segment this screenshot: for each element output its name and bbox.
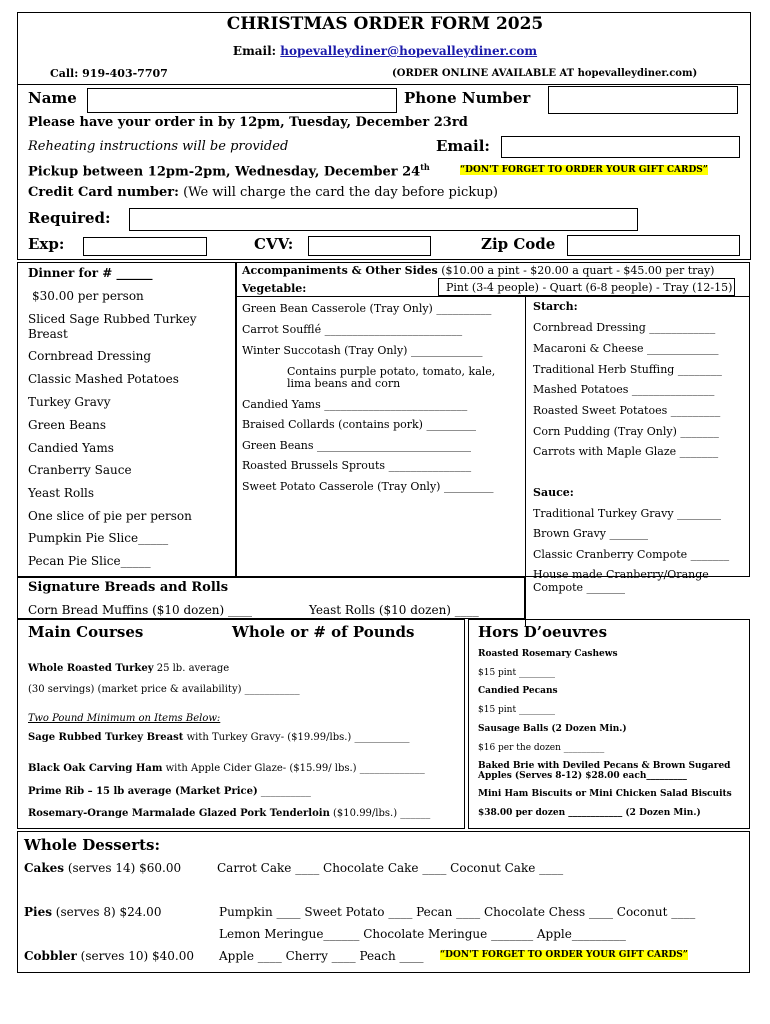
sauce-item: Traditional Turkey Gravy ________ xyxy=(533,507,722,520)
cobbler-line xyxy=(24,949,194,963)
name-input[interactable] xyxy=(87,88,397,113)
vegetable-item: Candied Yams __________________________ xyxy=(242,398,468,411)
sauce-item: Classic Cranberry Compote _______ xyxy=(533,548,730,561)
vegetable-item: Contains purple potato, tomato, kale, xyxy=(287,365,496,378)
dinner-title: Dinner for # ______ xyxy=(28,266,153,280)
giftcard-note-bottom: “DON'T FORGET TO ORDER YOUR GIFT CARDS” xyxy=(440,950,688,960)
starch-item: Cornbread Dressing ____________ xyxy=(533,321,716,334)
ham-name: Black Oak Carving Ham xyxy=(28,763,163,774)
sides-price: ($10.00 a pint - $20.00 a quart - $45.00 per tray) xyxy=(437,264,715,277)
sage-line xyxy=(28,732,410,743)
cakes-desc: (serves 14) $60.00 xyxy=(64,861,182,875)
sauce-item: House made Cranberry/Orange xyxy=(533,568,709,581)
cakes-name: Cakes xyxy=(24,861,65,875)
email-label: Email: xyxy=(232,44,281,58)
vegetable-item: Winter Succotash (Tray Only) _____________ xyxy=(242,344,483,357)
sides-divider xyxy=(236,296,750,297)
reheat-text: Reheating instructions will be provided xyxy=(28,139,289,154)
turkey-line xyxy=(28,663,229,674)
pies-options-1: Pumpkin ____ Sweet Potato ____ Pecan ____ Chocolate Chess ____ Coconut ____ xyxy=(219,905,696,919)
starch-item: Mashed Potatoes _______________ xyxy=(533,383,715,396)
call-text: Call: 919-403-7707 xyxy=(50,67,168,80)
desserts-title: Whole Desserts: xyxy=(24,836,161,854)
phone-input[interactable] xyxy=(548,86,738,114)
main-col2: Whole or # of Pounds xyxy=(232,623,415,641)
email-input[interactable] xyxy=(501,136,740,158)
breads-muffins: Corn Bread Muffins ($10 dozen) ____ xyxy=(28,603,253,617)
hors-item-price: $15 pint ________ xyxy=(478,668,555,678)
ham-desc: with Apple Cider Glaze- ($15.99/ lbs.) _____________ xyxy=(162,763,425,774)
phone-label: Phone Number xyxy=(404,89,531,107)
sauce-label: Sauce: xyxy=(533,486,574,499)
vegetable-item: Roasted Brussels Sprouts _______________ xyxy=(242,459,472,472)
cobbler-name: Cobbler xyxy=(24,949,77,963)
starch-item: Macaroni & Cheese _____________ xyxy=(533,342,719,355)
dinner-item: Cornbread Dressing xyxy=(28,349,152,363)
sage-desc: with Turkey Gravy- ($19.99/lbs.) ___________ xyxy=(183,732,410,743)
vegetable-item: Green Beans ____________________________ xyxy=(242,439,472,452)
cc-line xyxy=(28,185,498,200)
hors-item-name: Sausage Balls (2 Dozen Min.) xyxy=(478,724,627,734)
pork-name: Rosemary-Orange Marmalade Glazed Pork Tenderloin xyxy=(28,808,330,819)
dinner-item: Breast xyxy=(28,327,68,341)
rib-line xyxy=(28,786,311,797)
dinner-item: Green Beans xyxy=(28,418,107,432)
biscuits-line: Mini Ham Biscuits or Mini Chicken Salad Biscuits xyxy=(478,789,732,799)
dinner-item: Classic Mashed Potatoes xyxy=(28,372,179,386)
email-line xyxy=(0,44,770,58)
pickup-main: Pickup between 12pm-2pm, Wednesday, December 24 xyxy=(28,164,421,180)
turkey-desc: 25 lb. average xyxy=(153,663,230,674)
vegetable-item: Sweet Potato Casserole (Tray Only) _________ xyxy=(242,480,494,493)
cc-note: (We will charge the card the day before pickup) xyxy=(178,185,498,200)
dinner-item: Candied Yams xyxy=(28,441,114,455)
dinner-item: One slice of pie per person xyxy=(28,509,192,523)
cvv-input[interactable] xyxy=(308,236,431,256)
sides-title: Accompaniments & Other Sides xyxy=(242,264,438,277)
dinner-item: Sliced Sage Rubbed Turkey xyxy=(28,312,197,326)
cc-label: Credit Card number: xyxy=(28,185,179,200)
cobbler-options: Apple ____ Cherry ____ Peach ____ xyxy=(219,949,424,963)
cakes-options: Carrot Cake ____ Chocolate Cake ____ Coconut Cake ____ xyxy=(217,861,564,875)
vegetable-item: Green Bean Casserole (Tray Only) __________ xyxy=(242,302,492,315)
rib-desc: __________ xyxy=(257,786,311,797)
turkey-name: Whole Roasted Turkey xyxy=(28,663,154,674)
minimum-note: Two Pound Minimum on Items Below: xyxy=(28,713,221,724)
cvv-label: CVV: xyxy=(254,235,294,253)
breads-rolls: Yeast Rolls ($10 dozen) ____ xyxy=(309,603,479,617)
pies-line xyxy=(24,905,161,919)
zip-label: Zip Code xyxy=(481,235,556,253)
hors-item-price: $15 pint ________ xyxy=(478,705,555,715)
brie-line1: Baked Brie with Deviled Pecans & Brown Sugared xyxy=(478,761,731,771)
pork-line xyxy=(28,808,430,819)
pickup-sup: th xyxy=(420,162,430,172)
form-title: CHRISTMAS ORDER FORM 2025 xyxy=(226,14,544,34)
name-label: Name xyxy=(28,89,77,107)
brie-line2: Apples (Serves 8-12) $28.00 each_________ xyxy=(478,771,687,781)
ham-line xyxy=(28,763,425,774)
dinner-item: Pecan Pie Slice_____ xyxy=(28,554,151,568)
sizes-text: Pint (3-4 people) - Quart (6-8 people) - Tray (12-15) xyxy=(446,281,733,294)
vegetable-item: Braised Collards (contains pork) _________ xyxy=(242,418,476,431)
sides-title-line xyxy=(242,264,714,277)
pickup-text xyxy=(28,162,430,179)
email-link[interactable]: hopevalleydiner@hopevalleydiner.com xyxy=(280,44,538,58)
zip-input[interactable] xyxy=(567,235,740,256)
cobbler-desc: (serves 10) $40.00 xyxy=(76,949,194,963)
starch-item: Carrots with Maple Glaze _______ xyxy=(533,445,719,458)
giftcard-note-top: “DON'T FORGET TO ORDER YOUR GIFT CARDS” xyxy=(460,165,708,175)
hors-item-price: $16 per the dozen _________ xyxy=(478,743,605,753)
dinner-item: Yeast Rolls xyxy=(28,486,95,500)
starch-label: Starch: xyxy=(533,300,578,313)
hors-title: Hors D’oeuvres xyxy=(478,623,608,641)
online-note: (ORDER ONLINE AVAILABLE AT hopevalleydiner.com) xyxy=(392,68,698,79)
deadline-text: Please have your order in by 12pm, Tuesday, December 23rd xyxy=(28,115,468,130)
starch-column-line xyxy=(525,296,526,626)
hors-item-name: Candied Pecans xyxy=(478,686,558,696)
starch-item: Traditional Herb Stuffing ________ xyxy=(533,363,722,376)
pies-desc: (serves 8) $24.00 xyxy=(51,905,162,919)
starch-item: Corn Pudding (Tray Only) _______ xyxy=(533,425,719,438)
main-title: Main Courses xyxy=(28,623,144,641)
rib-name: Prime Rib – 15 lb average (Market Price) xyxy=(28,786,258,797)
exp-label: Exp: xyxy=(28,235,65,253)
main-courses-box xyxy=(17,619,465,829)
dinner-item: Pumpkin Pie Slice_____ xyxy=(28,531,169,545)
dinner-item: Turkey Gravy xyxy=(28,395,111,409)
sauce-item: Compote _______ xyxy=(533,581,626,594)
card-number-input[interactable] xyxy=(129,208,638,231)
turkey-line2: (30 servings) (market price & availability) ___________ xyxy=(28,684,300,695)
starch-item: Roasted Sweet Potatoes _________ xyxy=(533,404,721,417)
vegetable-item: Carrot Soufflé _________________________ xyxy=(242,323,463,336)
sauce-item: Brown Gravy _______ xyxy=(533,527,648,540)
pork-desc: ($10.99/lbs.) ______ xyxy=(329,808,431,819)
email-field-label: Email: xyxy=(436,137,490,155)
exp-input[interactable] xyxy=(83,237,207,256)
vegetable-label: Vegetable: xyxy=(242,282,307,295)
required-label: Required: xyxy=(28,209,111,227)
dinner-price: $30.00 per person xyxy=(32,289,144,303)
sage-name: Sage Rubbed Turkey Breast xyxy=(28,732,184,743)
hors-item-name: Roasted Rosemary Cashews xyxy=(478,649,618,659)
dinner-item: Cranberry Sauce xyxy=(28,463,132,477)
breads-title: Signature Breads and Rolls xyxy=(28,580,229,595)
cakes-line xyxy=(24,861,181,875)
pies-options-2: Lemon Meringue______ Chocolate Meringue _______ Apple_________ xyxy=(219,927,626,941)
biscuits-price: $38.00 per dozen ____________ (2 Dozen Min.) xyxy=(478,808,701,818)
pies-name: Pies xyxy=(24,905,52,919)
header-divider xyxy=(17,84,751,85)
vegetable-item: lima beans and corn xyxy=(287,377,401,390)
